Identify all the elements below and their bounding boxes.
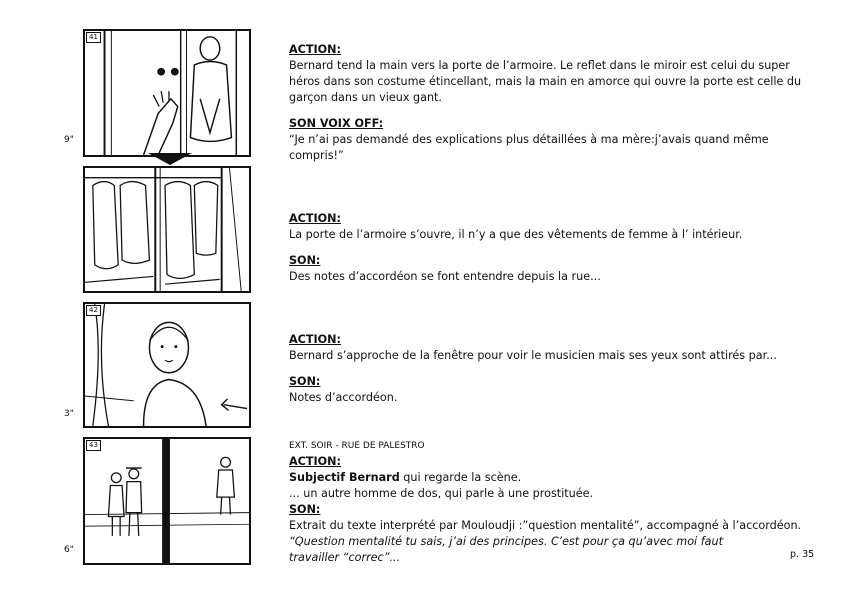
wardrobe-clothes-drawing (85, 168, 249, 291)
subject-label: Subjectif Bernard (289, 471, 400, 484)
sound-heading: SON: (289, 503, 321, 516)
action-text: Bernard s’approche de la fenêtre pour voir le musicien mais ses yeux sont attirés par... (289, 349, 777, 362)
panel-41-description (289, 42, 819, 164)
street-scene-drawing (85, 439, 249, 563)
panel-duration: 6" (64, 545, 74, 555)
subject-text: qui regarde la scène. (399, 471, 522, 484)
panel-43-description (289, 438, 819, 566)
action-text (289, 470, 819, 486)
panel-number: 41 (86, 32, 101, 43)
sound-text: “Je n’ai pas demandé des explications plus détaillées à ma mère:j’avais quand même compris!” (289, 133, 769, 162)
storyboard-panel-41 (83, 29, 251, 157)
storyboard-panel-42 (83, 302, 251, 428)
storyboard-panel-41b (83, 166, 251, 293)
sound-heading: SON VOIX OFF: (289, 117, 384, 130)
panel-42-description (289, 332, 819, 406)
bernard-window-drawing (85, 304, 249, 426)
panel-duration: 3" (64, 409, 74, 419)
wardrobe-mirror-drawing (85, 31, 249, 155)
sound-heading: SON: (289, 254, 321, 267)
action-text: Bernard tend la main vers la porte de l’armoire. Le reflet dans le miroir est celui du super héros dans son costume étincellant, mais la main en amorce qui ouvre la porte est celle du garçon dans un vieux gant. (289, 59, 802, 104)
action-heading: ACTION: (289, 212, 342, 225)
action-text-2: ... un autre homme de dos, qui parle à une prostituée. (289, 487, 594, 500)
panel-duration: 9" (64, 135, 74, 145)
action-heading: ACTION: (289, 455, 342, 468)
panel-number: 43 (86, 440, 101, 451)
panel-41b-description (289, 211, 819, 285)
action-heading: ACTION: (289, 43, 342, 56)
scene-heading: EXT. SOIR - RUE DE PALESTRO (289, 441, 425, 451)
sound-text: Des notes d’accordéon se font entendre depuis la rue... (289, 270, 601, 283)
action-text: La porte de l’armoire s’ouvre, il n’y a que des vêtements de femme à l’ intérieur. (289, 228, 743, 241)
transition-arrow-icon (148, 153, 192, 165)
quote-text: “Question mentalité tu sais, j’ai des principes. C’est pour ça qu’avec moi faut travailler “correc”... (289, 535, 723, 564)
panel-number: 42 (86, 305, 101, 316)
action-heading: ACTION: (289, 333, 342, 346)
sound-text: Extrait du texte interprété par Mouloudji :”question mentalité”, accompagné à l’accordéon. (289, 519, 802, 532)
storyboard-panel-43 (83, 437, 251, 565)
page-number: p. 35 (790, 549, 815, 560)
sound-heading: SON: (289, 375, 321, 388)
sound-text: Notes d’accordéon. (289, 391, 398, 404)
